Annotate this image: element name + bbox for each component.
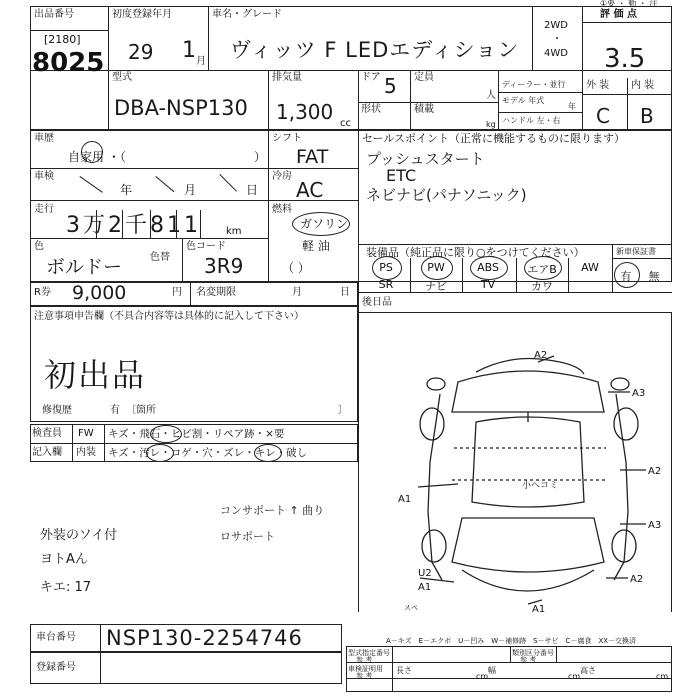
fuel-diesel: 軽 油 [302,239,330,253]
height-label: 高さ [580,666,596,675]
rear-outline [452,518,604,572]
fuel-other: （ ） [282,261,310,275]
lot-number: 8025 [32,48,105,78]
damage-mark-rear: A1 [532,604,546,612]
model-code: DBA-NSP130 [114,96,248,120]
fuel-petrol-circle [292,212,350,236]
length-cm: cm [476,672,489,681]
width-cm: cm [568,672,581,681]
repair-place: 〔箇所 [126,405,156,416]
class-code-label: 類別区分番号 [512,649,554,657]
fuel-label: 燃料 [272,204,292,215]
sales-points-label: セールスポイント（正常に機能するものに限ります） [362,132,626,145]
backseat-label: 後日品 [362,297,392,308]
displacement-value: 1,300 [276,100,334,124]
equip-sr: SR [378,278,394,291]
sales-point-1: プッシュスタート [366,150,485,168]
ac-value: AC [296,178,324,202]
rear-bumper-outline [462,570,594,591]
color-label: 色 [34,241,44,252]
spec-block [346,646,672,692]
cc-unit: cc [340,118,351,129]
drive-dot: ・ [552,34,562,45]
warranty-yes-circle [614,262,640,288]
equip-abs: ABS [477,261,499,274]
sales-point-3: ネビナビ(パナソニック) [366,186,527,204]
type-designation-label: 型式指定番号 [348,649,390,657]
repair-history-label: 修復歴 [42,405,72,416]
mirror-left [427,378,445,390]
inspection-label: 車検 [34,171,54,182]
hand-note-1: コンサポート ↑ 曲り [220,504,325,517]
inspector-label-2: 記入欄 [32,447,62,458]
equip-leather: カワ [531,280,553,293]
shift-label: シフト [272,133,302,144]
car-name-label: 車名・グレード [212,9,282,20]
car-damage-diagram [358,312,672,612]
lot-bracket-code: [2180] [44,33,81,46]
car-name-grade: ヴィッツ F LEDエディション [230,38,520,62]
damage-mark-rear-left-u: U2 [418,568,432,579]
first-registration-year: 29 [128,40,154,64]
interior-label: 内 装 [631,80,655,91]
equip-airbag-circle [524,256,562,280]
damage-mark-front-right: A3 [632,388,646,399]
spare-note: スペ [404,604,418,612]
kg-unit: kg [486,120,496,129]
warranty-no: 無 [648,270,660,283]
chassis-label: 車台番号 [36,632,76,643]
class-code-ref: 参 考 [520,656,537,664]
repair-close: 〕 [338,405,348,416]
damage-mark-left: A1 [398,494,412,505]
interior-defects: キズ・汚レ・コゲ・穴・ズレ・キレ・破し [108,447,308,459]
equip-abs-circle [470,256,508,280]
dealer-label: ディーラー・並行 [502,80,566,89]
hand-note-3: 外装のソイ付 [40,528,118,543]
recycle-label: R券 [34,287,51,298]
inspection-day-unit: 日 [246,183,259,197]
type-designation-ref: 参 考 [356,656,373,664]
ac-label: 冷房 [272,171,292,182]
year-unit: 年 [568,102,576,111]
capacity-label: 定員 [414,72,434,83]
capacity-unit: 人 [486,90,496,101]
drive-2wd: 2WD [544,20,568,31]
model-year-label: モデル 年式 [502,96,545,105]
damage-mark-top: A2 [534,350,548,361]
interior-head-label: 内装 [76,447,96,458]
first-registration-month: 1 [182,38,196,63]
mirror-right [611,378,629,390]
exterior-defects: キズ・飛石・ヒビ割・リペア跡・×要 [108,428,285,440]
damage-mark-rear-right: A2 [630,574,644,585]
body-outline-left [428,394,442,580]
month-unit: 月 [196,56,206,67]
equip-ps: PS [379,261,393,274]
mileage-label: 走行 [34,204,54,215]
height-cm: cm [656,672,669,681]
color-code: 3R9 [204,254,244,278]
damage-mark-right-rear: A3 [648,520,662,531]
color-change-label: 色替 [150,252,170,263]
history-value: 自家用 ・（ [68,150,126,164]
mileage-value: 3万2千811 [66,213,201,238]
recycle-value: 9,000 [72,282,127,304]
mileage-unit: km [226,226,242,237]
exterior-label: 外 装 [586,80,610,91]
slip-circle [254,444,282,462]
inspector-label-1: 検査員 [32,428,62,439]
damage-legend: A－キズ E－エクボ U－凹み W－補修跡 S－サビ C－腐食 XX－交換済 [386,637,637,645]
notes-label: 注意事項申告欄（不具合内容等は具体的に記入して下さい） [34,311,304,322]
new-warranty-label: 新車保証書 [616,247,656,256]
registration-block [30,652,342,684]
evaluation-label: 評 価 点 [600,9,637,20]
evaluation-score: 3.5 [604,44,646,74]
roof-note: 小ヘコミ [522,481,559,491]
equipment-label: 装備品（純正品に限り○をつけてください） [366,246,585,259]
recycle-yen: 円 [172,287,182,298]
exterior-fw-label: FW [78,428,94,439]
wheel-rear-left [422,530,446,562]
title-day-unit: 日 [340,287,350,298]
cert-ref: 参 考 [356,672,373,680]
history-label: 車歴 [34,133,54,144]
roof-outline [472,417,584,507]
top-right-note: ①要 ・ 動 ・ 注 [600,0,658,8]
title-change-label: 名変期限 [196,287,236,298]
wheel-front-left [420,408,444,440]
damage-mark-rear-left-a: A1 [418,582,432,593]
hand-note-5: キエ: 17 [40,580,92,595]
equip-airbag: エアB [527,263,557,276]
door-label: ドア [361,72,381,83]
equip-aw: AW [581,261,599,274]
hood-outline [452,371,604,412]
repair-yes: 有 [110,405,120,416]
load-label: 積載 [414,104,434,115]
front-bumper-outline [476,359,584,375]
drive-4wd: 4WD [544,48,568,59]
cert-label: 車検証明用 [348,665,383,673]
first-registration-label: 初度登録年月 [112,9,172,20]
history-close: ） [254,150,267,164]
stone-chip-circle [150,425,182,443]
sales-point-2: ETC [386,166,417,185]
model-label: 型式 [112,72,132,83]
handle-label: ハンドル 左・右 [502,116,561,125]
inspection-year-unit: 年 [120,183,133,197]
equip-tv: TV [480,278,496,291]
length-label: 長さ [396,666,412,675]
wheel-front-right [614,408,638,440]
notes-value: 初出品 [44,356,147,394]
equip-ps-circle [372,256,402,280]
door-count: 5 [384,74,397,98]
lot-number-label: 出品番号 [34,9,74,20]
color-code-label: 色コード [186,241,226,252]
exterior-grade: C [596,104,610,128]
hand-note-4: ヨトAん [40,552,88,567]
shift-value: FAT [296,146,329,168]
title-month-unit: 月 [292,287,302,298]
width-label: 幅 [488,666,496,675]
equip-pw: PW [427,261,445,274]
inspection-month-unit: 月 [184,183,197,197]
displacement-label: 排気量 [272,72,302,83]
damage-mark-right-mid: A2 [648,466,662,477]
interior-grade: B [640,104,654,128]
color-value: ボルドー [46,256,123,278]
registration-label: 登録番号 [36,662,76,673]
shape-label: 形状 [361,104,381,115]
equip-pw-circle [421,256,453,280]
equip-navi: ナビ [425,280,447,293]
stain-circle [146,444,174,462]
fuel-petrol: ガソリン [300,217,349,231]
chassis-number: NSP130-2254746 [106,626,303,650]
history-circle [81,141,103,163]
body-outline-right [614,394,628,580]
hand-note-2: ロサポート [220,530,275,543]
warranty-yes: 有 [620,270,632,283]
vehicle-info-block [30,130,672,282]
